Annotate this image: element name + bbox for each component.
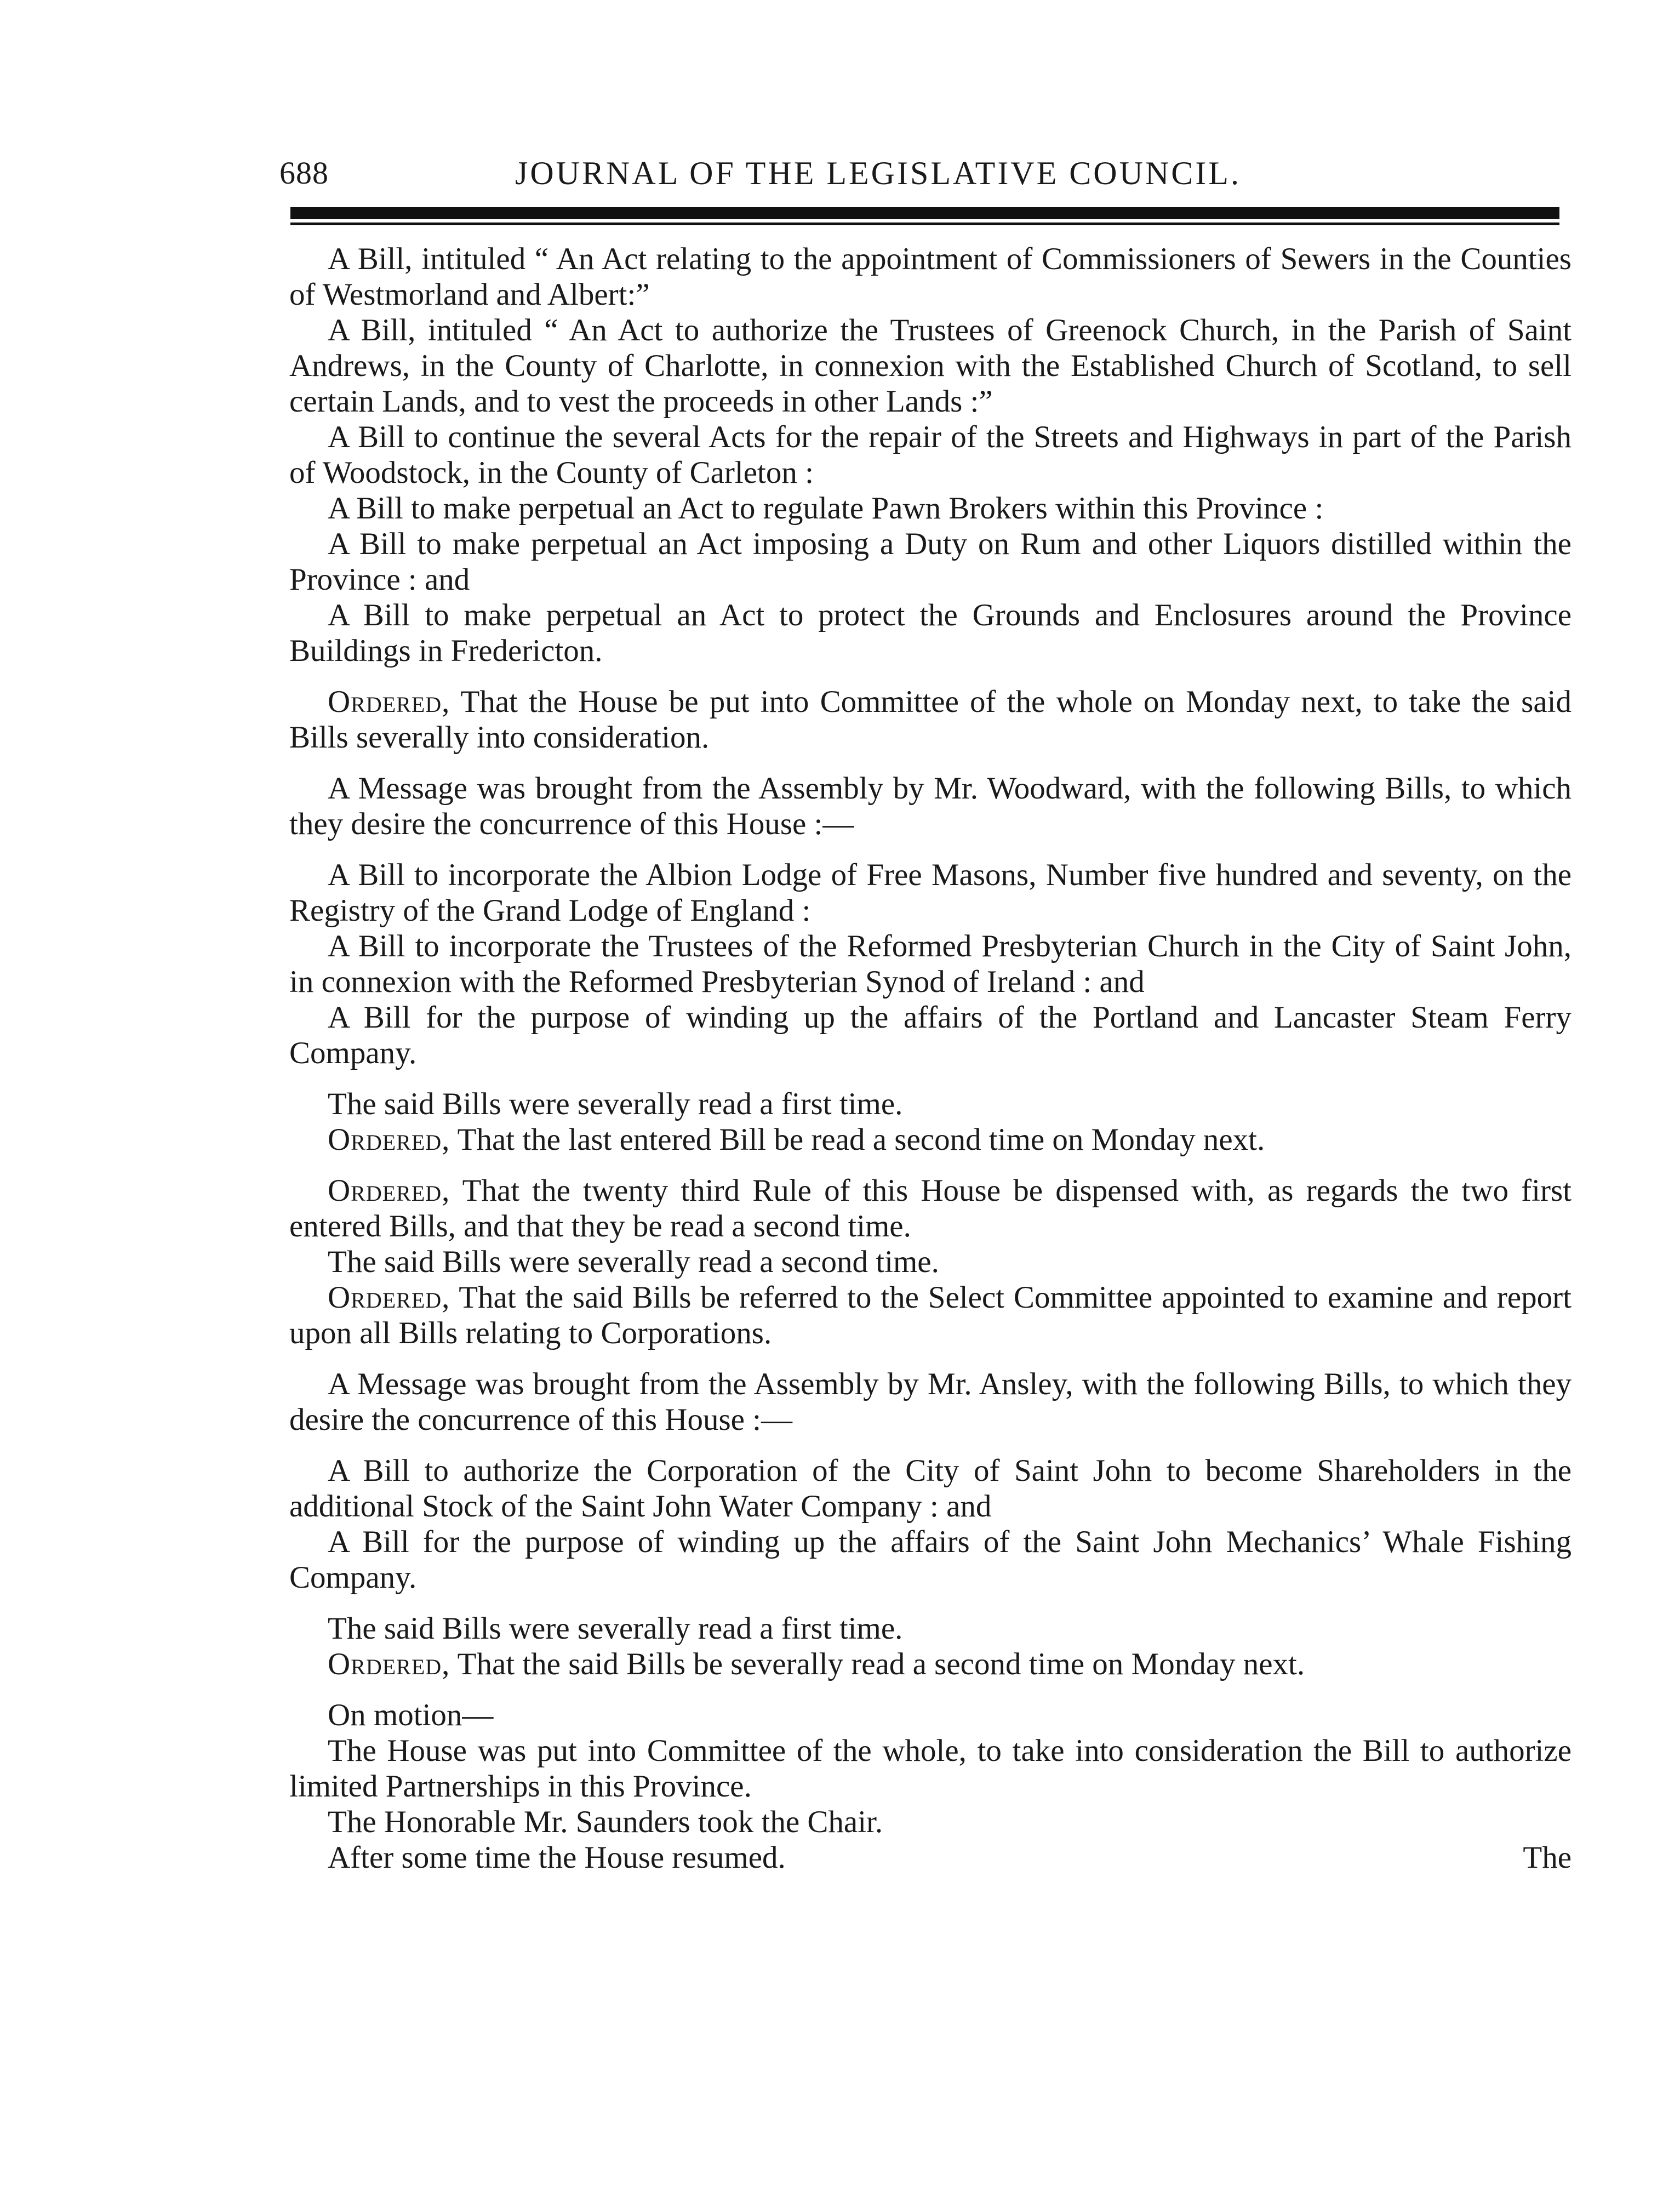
reading-note: The said Bills were severally read a first time.	[328, 1087, 903, 1121]
ordered-label: Ordered,	[328, 1122, 450, 1157]
committee-paragraph: The House was put into Committee of the whole, to take into consideration the Bill to authorize limited Partnerships in this Province.	[289, 1733, 1572, 1804]
ordered-label: Ordered,	[328, 685, 450, 719]
bill-entry: A Bill to make perpetual an Act imposing a Duty on Rum and other Liquors distilled within the Province : and	[289, 527, 1572, 597]
page-header	[279, 155, 1573, 202]
bill-entry: A Bill, intituled “ An Act to authorize the Trustees of Greenock Church, in the Parish of Saint Andrews, in the County of Charlotte, in connexion with the Established Church of Scotland, to sell certain Lands, and to vest the proceeds in other Lands :”	[289, 313, 1572, 419]
reading-note: The said Bills were severally read a first time.	[328, 1611, 903, 1646]
resumed-line	[289, 1840, 1572, 1875]
ordered-label: Ordered,	[328, 1647, 450, 1681]
header-rule-thin	[290, 223, 1559, 225]
bill-entry: A Bill for the purpose of winding up the affairs of the Saint John Mechanics’ Whale Fishing Company.	[289, 1525, 1572, 1595]
bill-entry: A Bill to incorporate the Trustees of the Reformed Presbyterian Church in the City of Saint John, in connexion with the Reformed Presbyterian Synod of Ireland : and	[289, 929, 1572, 999]
ordered-label: Ordered,	[328, 1173, 450, 1208]
page-number: 688	[279, 155, 329, 191]
order-text: That the last entered Bill be read a second time on Monday next.	[450, 1122, 1265, 1157]
bill-entry: A Bill to incorporate the Albion Lodge of Free Masons, Number five hundred and seventy, on the Registry of the Grand Lodge of England :	[289, 858, 1572, 928]
bill-entry: A Bill to continue the several Acts for the repair of the Streets and Highways in part of the Parish of Woodstock, in the County of Carleton :	[289, 420, 1572, 490]
order-text: That the twenty third Rule of this House be dispensed with, as regards the two first entered Bills, and that they be read a second time.	[289, 1173, 1572, 1244]
order-paragraph	[289, 1173, 1572, 1244]
reading-note: The said Bills were severally read a second time.	[328, 1245, 939, 1279]
motion-note: On motion—	[328, 1698, 494, 1732]
order-paragraph	[289, 1280, 1572, 1351]
ordered-label: Ordered,	[328, 1280, 450, 1315]
order-text: That the said Bills be severally read a second time on Monday next.	[450, 1647, 1305, 1681]
header-rule-thick	[290, 207, 1559, 219]
journal-text	[289, 241, 1572, 1875]
catchword: The	[1523, 1840, 1572, 1875]
running-title: JOURNAL OF THE LEGISLATIVE COUNCIL.	[515, 155, 1241, 191]
order-paragraph	[289, 1122, 1572, 1157]
chair-note: The Honorable Mr. Saunders took the Chair.	[328, 1805, 883, 1839]
order-paragraph	[289, 684, 1572, 755]
order-paragraph	[289, 1646, 1572, 1682]
bill-entry: A Bill for the purpose of winding up the affairs of the Portland and Lancaster Steam Ferry Company.	[289, 1000, 1572, 1070]
bill-entry: A Bill to authorize the Corporation of the City of Saint John to become Shareholders in the additional Stock of the Saint John Water Company : and	[289, 1453, 1572, 1524]
message-paragraph: A Message was brought from the Assembly by Mr. Ansley, with the following Bills, to which they desire the concurrence of this House :—	[289, 1367, 1572, 1437]
bill-entry: A Bill, intituled “ An Act relating to the appointment of Commissioners of Sewers in the Counties of Westmorland and Albert:”	[289, 242, 1572, 312]
resumed-note: After some time the House resumed.	[328, 1840, 786, 1875]
order-text: That the House be put into Committee of the whole on Monday next, to take the said Bills severally into consideration.	[289, 685, 1572, 755]
order-text: That the said Bills be referred to the Select Committee appointed to examine and report upon all Bills relating to Corporations.	[289, 1280, 1572, 1350]
message-paragraph: A Message was brought from the Assembly by Mr. Woodward, with the following Bills, to which they desire the concurrence of this House :—	[289, 771, 1572, 841]
bill-entry: A Bill to make perpetual an Act to protect the Grounds and Enclosures around the Province Buildings in Fredericton.	[289, 598, 1572, 668]
bill-entry: A Bill to make perpetual an Act to regulate Pawn Brokers within this Province :	[328, 491, 1324, 526]
